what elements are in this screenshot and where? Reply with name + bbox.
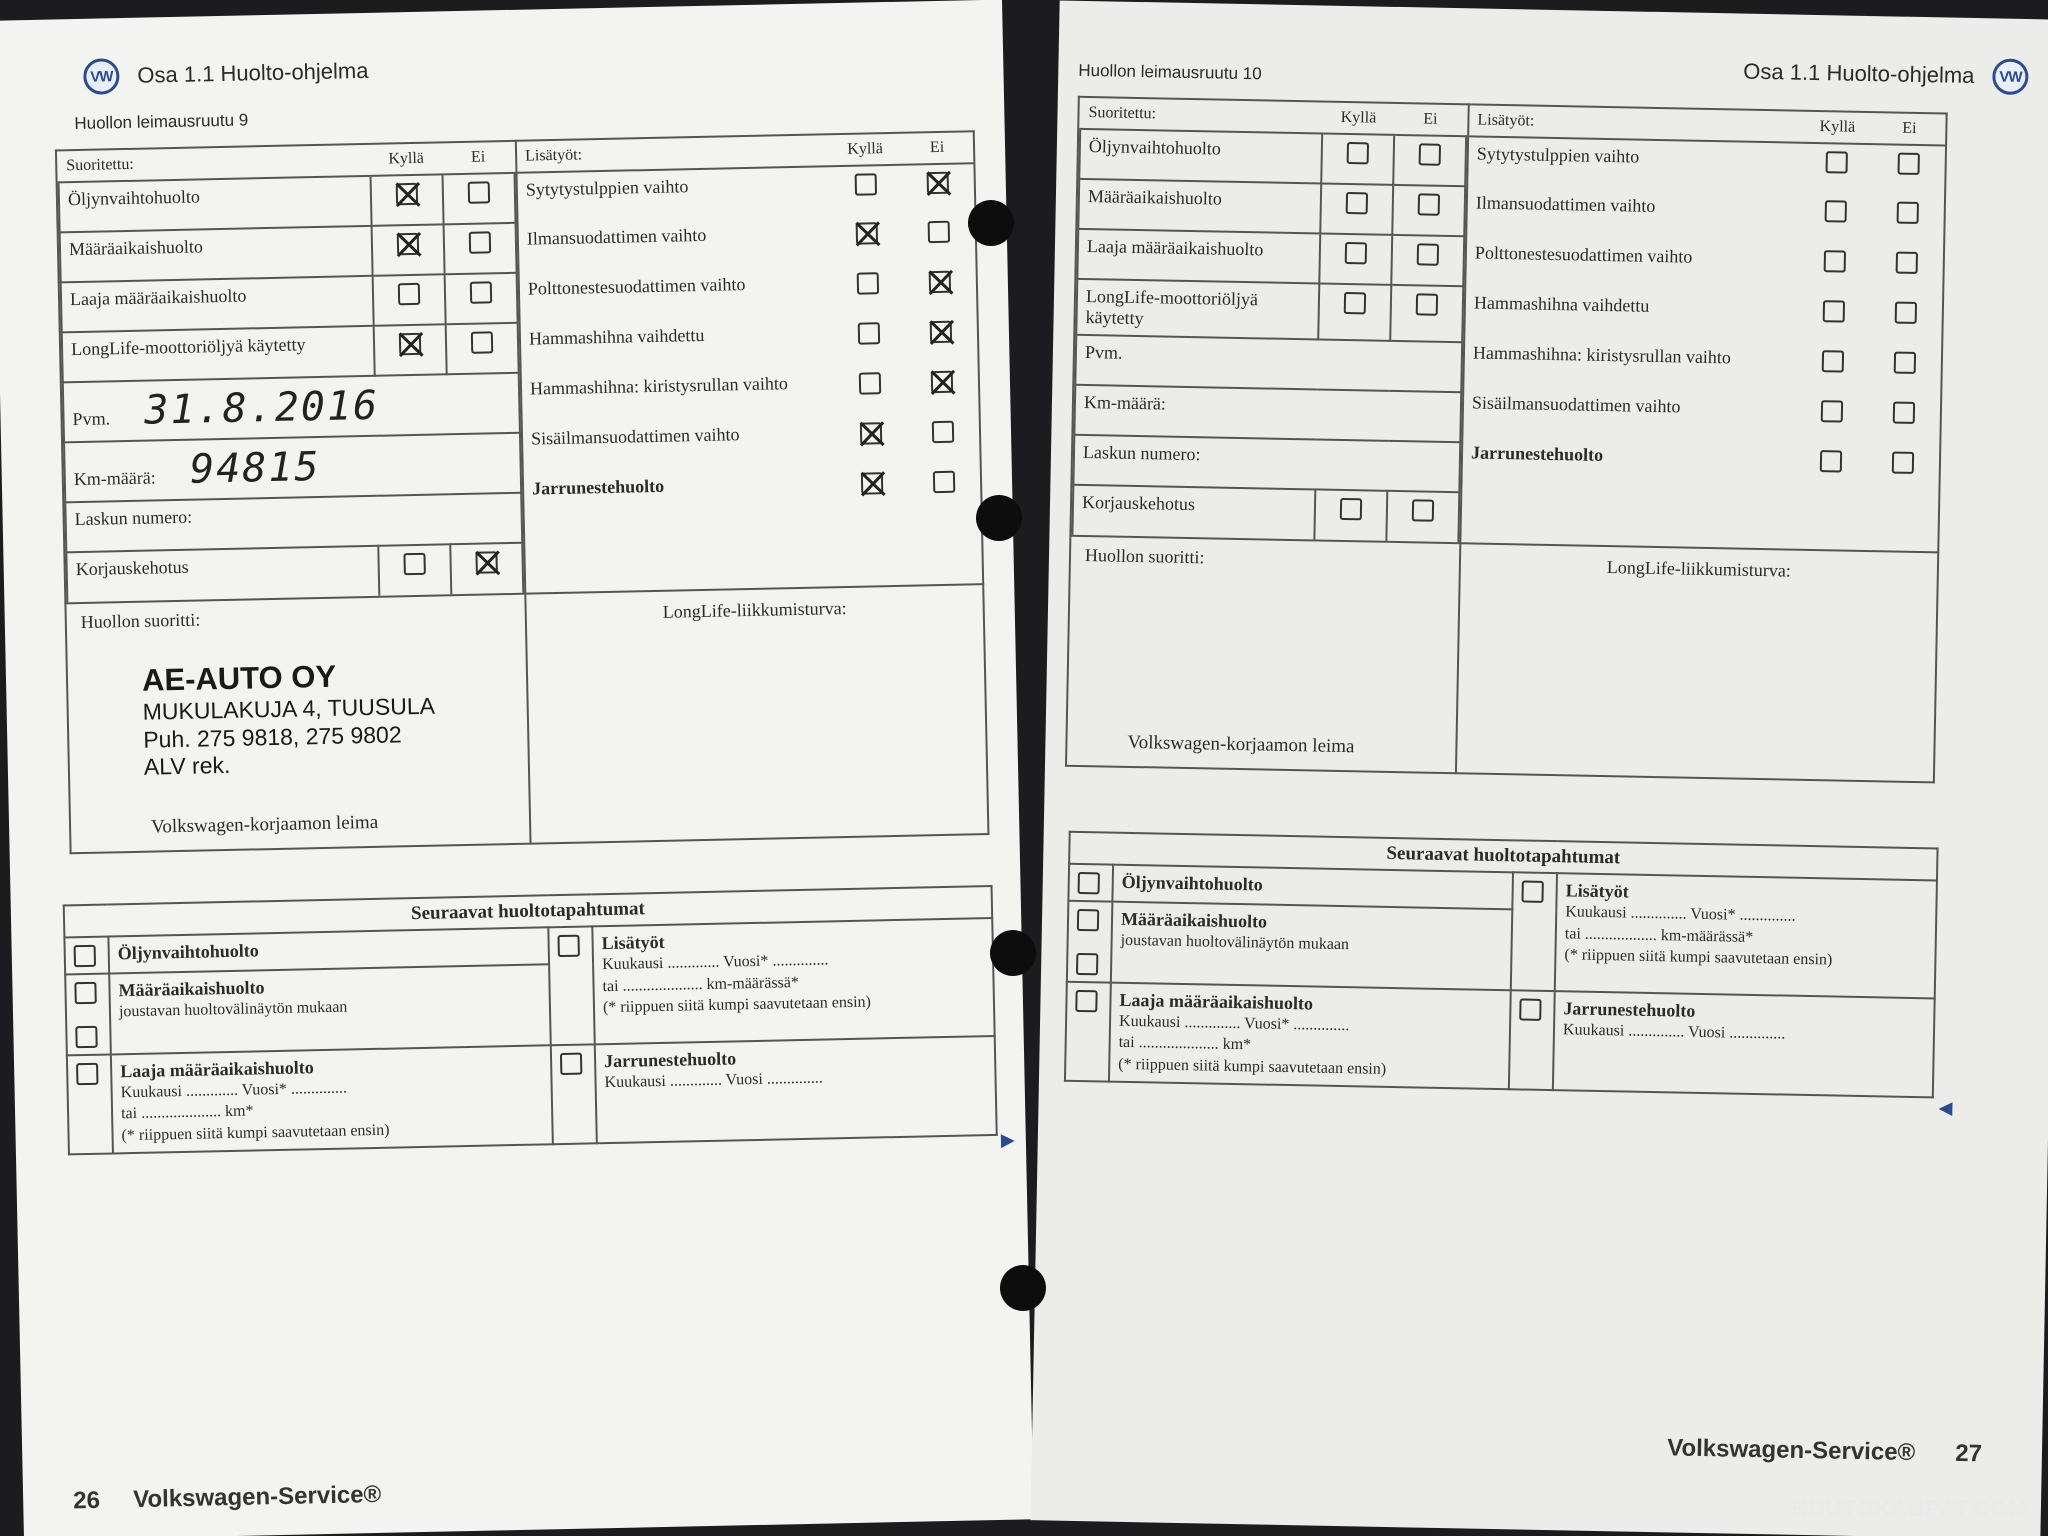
performed-row [1078, 179, 1465, 236]
left-footer-brand: Volkswagen-Service® [132, 1480, 382, 1514]
performed-row-label: Laaja määräaikaishuolto [61, 276, 374, 333]
yes-checkbox[interactable] [1824, 250, 1846, 272]
next-extended-line2: tai .................... km* [1118, 1033, 1252, 1054]
no-checkbox[interactable] [468, 181, 490, 203]
repair-yes-checkbox[interactable] [403, 553, 425, 575]
extras-row-label: Ilmansuodattimen vaihto [1475, 192, 1656, 216]
next-extended-line1: Kuukausi .............. Vuosi* .............. [1118, 1012, 1350, 1034]
km-field[interactable]: Km-määrä: [1074, 385, 1461, 442]
next-extra-label: Lisätyöt [601, 931, 665, 954]
no-checkbox[interactable] [1417, 243, 1439, 265]
no-checkbox[interactable] [1895, 301, 1917, 323]
next-extended-label: Laaja määräaikaishuolto [120, 1056, 314, 1081]
dealer-stamp-label: Volkswagen-korjaamon leima [150, 811, 379, 838]
yes-checkbox[interactable] [1346, 192, 1368, 214]
yes-checkbox[interactable] [857, 272, 879, 294]
yes-checkbox[interactable] [860, 422, 882, 444]
arrow-right-icon: ▶ [1000, 1129, 1015, 1150]
next-extra-line1: Kuukausi .............. Vuosi* .............. [1565, 903, 1796, 925]
extras-row-label: Polttonestesuodattimen vaihto [1474, 242, 1693, 267]
yes-checkbox[interactable] [397, 233, 419, 255]
no-header: Ei [1394, 104, 1467, 136]
extras-row [1467, 186, 1944, 245]
performed-label: Suoritettu: [1080, 98, 1323, 134]
extras-row-label: Hammashihna: kiristysrullan vaihto [1472, 342, 1732, 368]
performed-by-cell [1066, 536, 1460, 773]
next-extra-line2: tai .................... km-määrässä* [602, 973, 800, 995]
performed-row [1076, 279, 1463, 342]
no-checkbox[interactable] [1892, 451, 1914, 473]
stamp-name: AE-AUTO OY [141, 658, 337, 698]
longlife-label: LongLife-liikkumisturva: [662, 597, 847, 622]
yes-checkbox[interactable] [398, 283, 420, 305]
no-checkbox[interactable] [471, 331, 493, 353]
arrow-left-icon: ◀ [1938, 1097, 1953, 1118]
no-checkbox[interactable] [1419, 143, 1441, 165]
next-brake-line1: Kuukausi .............. Vuosi .............. [1562, 1020, 1786, 1043]
next-extended-line3: (* riippuen siitä kumpi saavutetaan ensin) [1118, 1055, 1387, 1078]
yes-checkbox[interactable] [396, 183, 418, 205]
no-checkbox[interactable] [933, 471, 955, 493]
longlife-label: LongLife-liikkumisturva: [1606, 557, 1792, 581]
no-header: Ei [442, 142, 515, 175]
performed-row-label: LongLife-moottoriöljyä käytetty [1076, 279, 1319, 340]
performed-row-label: Öljynvaihtohuolto [1079, 129, 1322, 184]
next-oil-label: Öljynvaihtohuolto [1121, 871, 1263, 895]
extras-row-label: Sytytystulppien vaihto [525, 176, 689, 200]
next-services-title: Seuraavat huoltotapahtumat [1069, 832, 1937, 881]
performed-row-label: Määräaikaishuolto [60, 226, 373, 283]
yes-header: Kyllä [1322, 103, 1395, 135]
no-checkbox[interactable] [928, 221, 950, 243]
binder-hole [1000, 1265, 1046, 1311]
next-extended-line2: tai .................... km* [120, 1102, 254, 1123]
extras-row [1466, 236, 1943, 295]
yes-checkbox[interactable] [1344, 292, 1366, 314]
periodic-checkbox-2[interactable] [1076, 953, 1098, 975]
extras-row-label: Sisäilmansuodattimen vaihto [530, 424, 740, 449]
extras-row [1468, 136, 1945, 195]
periodic-checkbox[interactable] [1077, 909, 1099, 931]
right-service-form [1065, 96, 1948, 784]
periodic-checkbox-2[interactable] [75, 1025, 97, 1047]
performed-by-label: Huollon suoritti: [1084, 545, 1205, 568]
repair-no-checkbox[interactable] [1412, 499, 1434, 521]
left-performed-section [56, 141, 525, 604]
yes-checkbox[interactable] [1826, 151, 1848, 173]
left-page-number: 26 [72, 1486, 101, 1515]
yes-checkbox[interactable] [856, 222, 878, 244]
yes-checkbox[interactable] [859, 372, 881, 394]
km-field[interactable] [64, 433, 521, 503]
no-checkbox[interactable] [930, 321, 952, 343]
extras-row-label: Polttonestesuodattimen vaihto [527, 274, 746, 299]
extras-row-label: Ilmansuodattimen vaihto [526, 224, 707, 249]
no-checkbox[interactable] [1418, 193, 1440, 215]
brake-checkbox[interactable] [1519, 998, 1541, 1020]
watermark-logo: HUUTOKAUPAT.COM [1791, 1496, 2028, 1521]
yes-checkbox[interactable] [861, 472, 883, 494]
longlife-cell [1456, 543, 1938, 782]
no-header: Ei [901, 132, 974, 165]
performed-row-label: Laaja määräaikaishuolto [1077, 229, 1320, 284]
dealer-stamp-label: Volkswagen-korjaamon leima [1127, 731, 1355, 758]
next-extra-line3: (* riippuen siitä kumpi saavutetaan ensin) [1564, 946, 1833, 969]
stamp-vat: ALV rek. [143, 752, 231, 781]
left-service-form [55, 130, 990, 854]
repair-row [66, 543, 523, 603]
next-periodic-sub: joustavan huoltovälinäytön mukaan [1120, 931, 1350, 954]
periodic-checkbox[interactable] [74, 982, 96, 1004]
vw-logo-icon: VW [1992, 58, 2029, 95]
performed-label: Suoritettu: [58, 145, 371, 183]
extended-checkbox[interactable] [1075, 989, 1097, 1011]
next-brake-label: Jarrunestehuolto [1563, 997, 1696, 1021]
left-box-title: Huollon leimausruutu 9 [74, 110, 249, 134]
extras-row-label: Hammashihna vaihdettu [528, 324, 705, 349]
no-checkbox[interactable] [1897, 152, 1919, 174]
no-header: Ei [1873, 113, 1946, 145]
next-extended-line3: (* riippuen siitä kumpi saavutetaan ensin) [121, 1121, 390, 1145]
performed-row-label: Määräaikaishuolto [1078, 179, 1321, 234]
next-periodic-label: Määräaikaishuolto [118, 977, 265, 1001]
performed-row [1079, 129, 1466, 186]
right-performed-section [1070, 97, 1468, 543]
extras-label: Lisätyöt: [1469, 105, 1802, 142]
left-header [83, 53, 369, 95]
no-checkbox[interactable] [470, 281, 492, 303]
yes-checkbox[interactable] [1823, 300, 1845, 322]
performed-by-label: Huollon suoritti: [80, 609, 201, 633]
performed-row [1077, 229, 1464, 286]
left-header-title: Osa 1.1 Huolto-ohjelma [137, 57, 369, 88]
yes-checkbox[interactable] [855, 173, 877, 195]
next-periodic-sub: joustavan huoltovälinäytön mukaan [118, 998, 348, 1021]
yes-checkbox[interactable] [1822, 350, 1844, 372]
next-brake-label: Jarrunestehuolto [603, 1048, 737, 1071]
next-periodic-label: Määräaikaishuolto [1120, 908, 1268, 932]
date-field[interactable]: Pvm. [1075, 335, 1462, 392]
no-checkbox[interactable] [1893, 401, 1915, 423]
next-extra-line1: Kuukausi ............. Vuosi* .............. [601, 951, 829, 974]
oil-checkbox[interactable] [1078, 872, 1100, 894]
binder-hole [976, 495, 1022, 541]
yes-header: Kyllä [1801, 112, 1874, 144]
left-extras-section [516, 131, 983, 593]
yes-checkbox[interactable] [399, 333, 421, 355]
right-footer-brand: Volkswagen-Service® [1667, 1434, 1916, 1467]
right-footer [1667, 1434, 1982, 1468]
extras-row [1463, 386, 1940, 445]
extras-row-label: Hammashihna: kiristysrullan vaihto [529, 373, 789, 399]
extras-row-label: Sytytystulppien vaihto [1476, 143, 1640, 167]
extras-row-label: Sisäilmansuodattimen vaihto [1471, 392, 1681, 417]
extra-checkbox[interactable] [557, 935, 579, 957]
yes-checkbox[interactable] [1347, 142, 1369, 164]
extras-row-label: Jarrunestehuolto [531, 475, 665, 499]
right-extras-section [1460, 104, 1946, 552]
extras-row [1465, 286, 1942, 345]
extras-row [1462, 436, 1939, 495]
right-page [1031, 0, 2048, 1536]
yes-checkbox[interactable] [1820, 450, 1842, 472]
oil-checkbox[interactable] [74, 945, 96, 967]
no-checkbox[interactable] [1896, 251, 1918, 273]
yes-checkbox[interactable] [858, 322, 880, 344]
next-extra-line3: (* riippuen siitä kumpi saavutetaan ensin) [602, 993, 872, 1017]
next-extra-label: Lisätyöt [1565, 880, 1629, 902]
performed-by-cell [65, 594, 530, 854]
repair-label: Korjauskehotus [66, 546, 379, 603]
extras-row-label: Jarrunestehuolto [1470, 442, 1604, 465]
right-page-number: 27 [1954, 1439, 1983, 1468]
stamp-phone: Puh. 275 9818, 275 9802 [143, 721, 402, 753]
right-box-title: Huollon leimausruutu 10 [1078, 60, 1262, 84]
right-next-services [1064, 831, 1939, 1099]
repair-no-checkbox[interactable] [475, 551, 497, 573]
no-checkbox[interactable] [927, 172, 949, 194]
date-value: 31.8.2016 [143, 382, 380, 434]
left-footer [73, 1481, 382, 1515]
repair-label: Korjauskehotus [1072, 485, 1315, 540]
next-services-title: Seuraavat huoltotapahtumat [64, 886, 992, 937]
no-checkbox[interactable] [932, 421, 954, 443]
extras-row [1464, 336, 1941, 395]
next-oil-label: Öljynvaihtohuolto [117, 940, 259, 964]
next-extended-line1: Kuukausi ............. Vuosi* .............. [120, 1079, 348, 1101]
yes-checkbox[interactable] [1825, 200, 1847, 222]
yes-header: Kyllä [829, 134, 902, 167]
binder-hole [990, 930, 1036, 976]
extended-checkbox[interactable] [76, 1062, 98, 1084]
extra-checkbox[interactable] [1521, 880, 1543, 902]
next-extra-line2: tai .................. km-määrässä* [1564, 924, 1754, 946]
no-checkbox[interactable] [469, 231, 491, 253]
extras-label: Lisätyöt: [517, 135, 830, 173]
performed-row-label: LongLife-moottoriöljyä käytetty [62, 326, 375, 383]
dealer-stamp [142, 654, 514, 782]
performed-row-label: Öljynvaihtohuolto [59, 176, 372, 233]
next-extended-label: Laaja määräaikaishuolto [1119, 989, 1314, 1014]
no-checkbox[interactable] [929, 271, 951, 293]
km-label: Km-määrä: [73, 467, 156, 490]
binder-hole [968, 200, 1014, 246]
extras-row-label: Hammashihna vaihdettu [1473, 292, 1650, 316]
date-label: Pvm. [72, 408, 111, 430]
yes-checkbox[interactable] [1821, 400, 1843, 422]
repair-row [1072, 485, 1459, 542]
invoice-field[interactable]: Laskun numero: [1073, 435, 1460, 492]
no-checkbox[interactable] [1416, 293, 1438, 315]
right-header [1743, 54, 2029, 95]
longlife-cell [525, 584, 988, 844]
yes-checkbox[interactable] [1345, 242, 1367, 264]
brake-checkbox[interactable] [560, 1052, 582, 1074]
no-checkbox[interactable] [931, 371, 953, 393]
no-checkbox[interactable] [1894, 351, 1916, 373]
repair-yes-checkbox[interactable] [1340, 498, 1362, 520]
no-checkbox[interactable] [1897, 201, 1919, 223]
invoice-field[interactable]: Laskun numero: [65, 493, 522, 553]
date-field[interactable] [63, 373, 520, 443]
yes-header: Kyllä [370, 143, 443, 176]
extras-row [524, 463, 981, 523]
stamp-address: MUKULAKUJA 4, TUUSULA [142, 692, 436, 725]
next-brake-line1: Kuukausi ............. Vuosi .............. [604, 1069, 824, 1091]
km-value: 94815 [189, 443, 321, 493]
left-next-services [63, 885, 998, 1156]
right-header-title: Osa 1.1 Huolto-ohjelma [1743, 58, 1975, 89]
vw-logo-icon: VW [83, 58, 120, 95]
